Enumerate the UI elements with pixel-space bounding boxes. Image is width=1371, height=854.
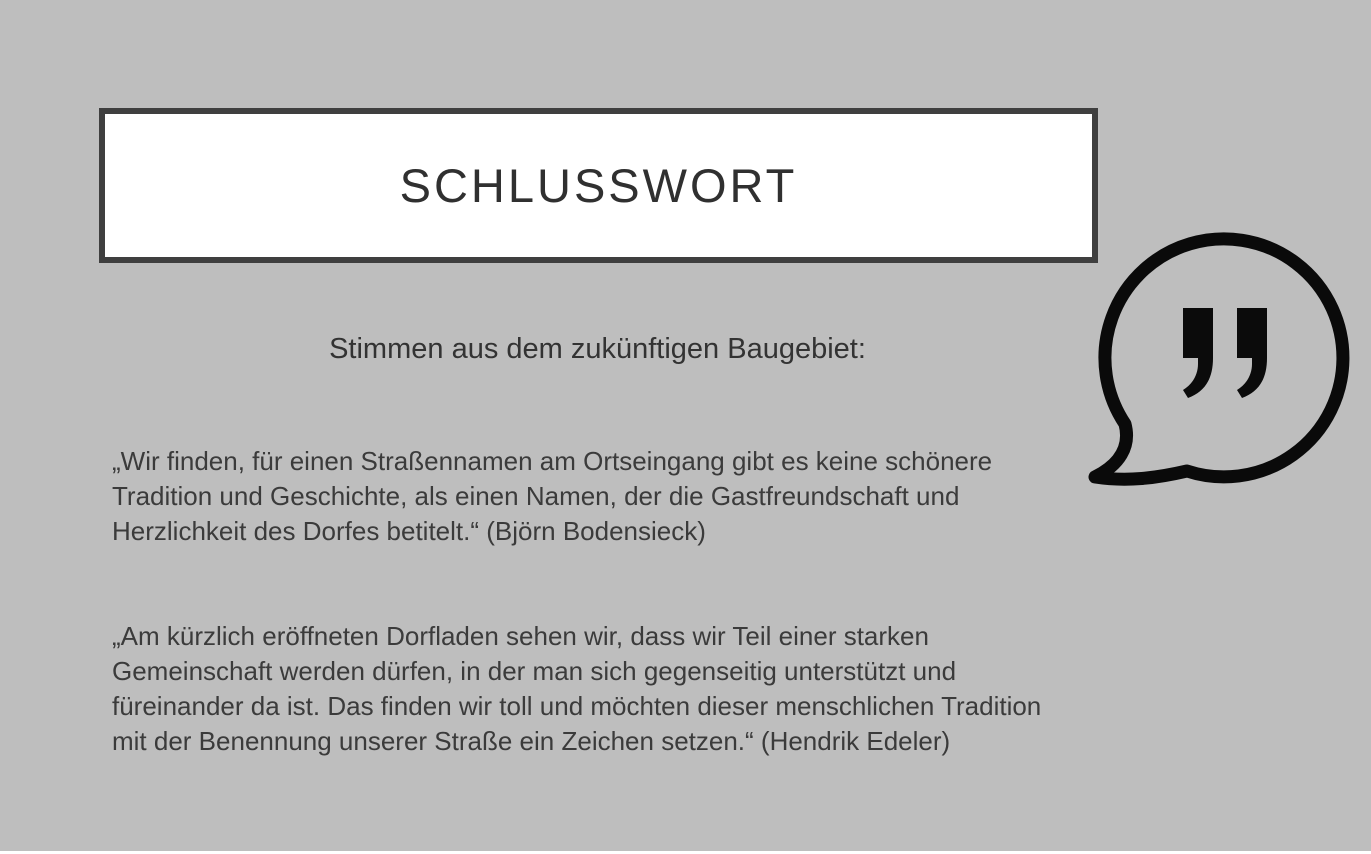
quote-line: füreinander da ist. Das finden wir toll und möchten dieser menschlichen Tradition: [112, 691, 1042, 721]
quote-line: Gemeinschaft werden dürfen, in der man sich gegenseitig unterstützt und: [112, 656, 957, 686]
quote-bodensieck: [112, 444, 992, 549]
speech-bubble-quote-icon: [1085, 225, 1365, 495]
quote-line: Herzlichkeit des Dorfes betitelt.“ (Björn Bodensieck): [112, 516, 706, 546]
quote-line: mit der Benennung unserer Straße ein Zeichen setzen.“ (Hendrik Edeler): [112, 726, 951, 756]
speech-bubble-outline: [1095, 239, 1343, 479]
slide-title: SCHLUSSWORT: [399, 159, 798, 212]
quote-edeler: [112, 619, 1041, 759]
title-box: [99, 108, 1098, 263]
quote-line: Tradition und Geschichte, als einen Namen, der die Gastfreundschaft und: [112, 481, 960, 511]
subtitle: Stimmen aus dem zukünftigen Baugebiet:: [329, 333, 866, 365]
quote-line: „Am kürzlich eröffneten Dorfladen sehen wir, dass wir Teil einer starken: [112, 621, 929, 651]
quote-line: „Wir finden, für einen Straßennamen am Ortseingang gibt es keine schönere: [112, 446, 993, 476]
